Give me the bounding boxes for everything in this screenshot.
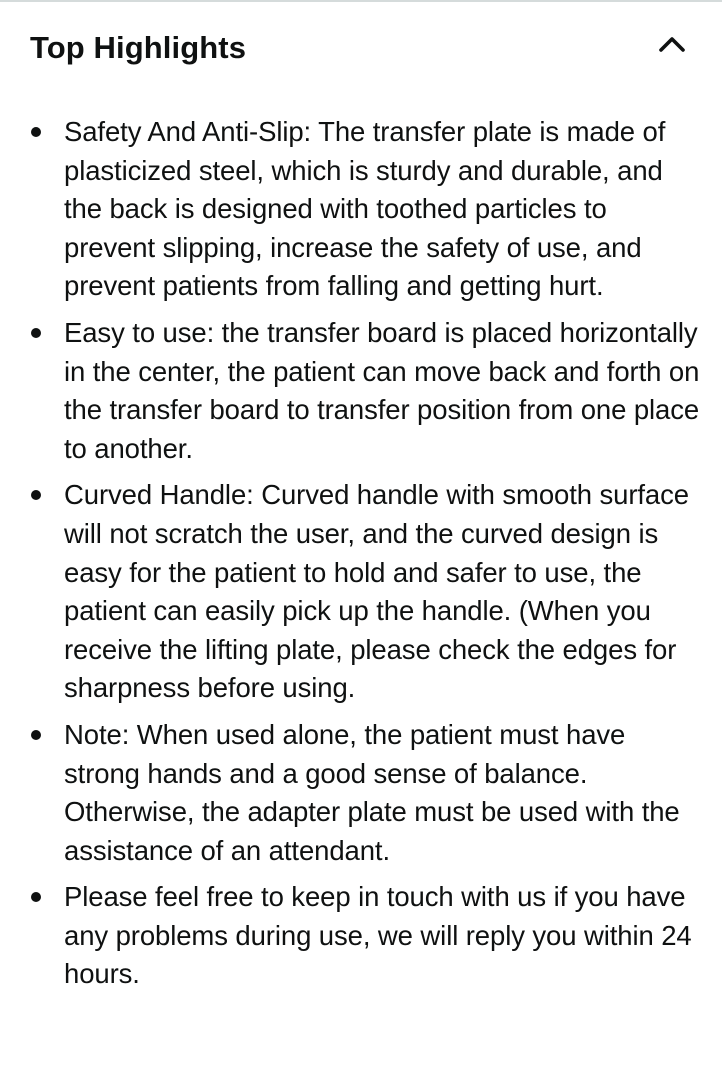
highlight-item: [30, 314, 702, 468]
top-divider: [0, 0, 722, 2]
section-title: Top Highlights: [30, 30, 247, 65]
highlight-text: Note: When used alone, the patient must have strong hands and a good sense of balance. Otherwise, the adapter plate must be used with the assistance of an attendant.: [64, 718, 680, 866]
highlight-text: Safety And Anti-Slip: The transfer plate is made of plasticized steel, which is sturdy and durable, and the back is designed with toothed particles to prevent slipping, increase the safety of use, and prevent patients from falling and getting hurt.: [64, 116, 666, 302]
highlight-text: Easy to use: the transfer board is placed horizontally in the center, the patient can move back and forth on the transfer board to transfer position from one place to another.: [64, 316, 700, 464]
highlights-list: [30, 113, 702, 1002]
bullet-icon: [31, 490, 41, 500]
bullet-icon: [31, 328, 41, 338]
bullet-icon: [31, 892, 41, 902]
highlight-item: [30, 716, 702, 870]
chevron-up-icon: [657, 34, 687, 54]
bullet-icon: [31, 127, 41, 137]
highlight-text: Please feel free to keep in touch with us if you have any problems during use, we will reply you within 24 hours.: [64, 881, 692, 990]
section-header[interactable]: [30, 24, 692, 72]
highlight-item: [30, 878, 702, 994]
highlight-item: [30, 476, 702, 708]
collapse-toggle-button[interactable]: [652, 28, 692, 60]
bullet-icon: [31, 730, 41, 740]
highlight-item: [30, 113, 702, 306]
highlight-text: Curved Handle: Curved handle with smooth surface will not scratch the user, and the curved design is easy for the patient to hold and safer to use, the patient can easily pick up the handle. (When you receive the lifting plate, please check the edges for sharpness before using.: [64, 479, 689, 704]
